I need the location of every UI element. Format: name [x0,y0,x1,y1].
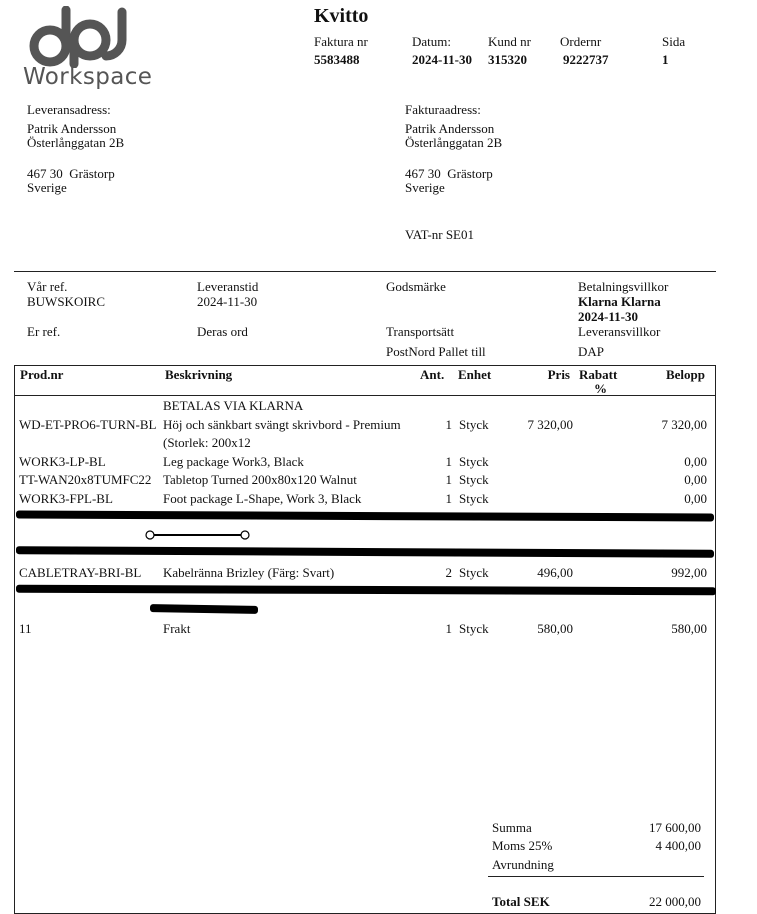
delivery-address-label: Leveransadress: [27,102,111,117]
row-2-prod: WORK3-LP-BL [19,454,106,469]
company-logo-text: Workspace [23,64,153,90]
column-header-discount: Rabatt [579,367,618,382]
row-4-unit: Styck [459,491,489,506]
delivery-terms-label: Leveransvillkor [578,324,661,339]
total-value: 22 000,00 [649,894,701,909]
row-3-unit: Styck [459,472,489,487]
row-4-prod: WORK3-FPL-BL [19,491,113,506]
row-2-unit: Styck [459,454,489,469]
your-ref-label: Er ref. [27,324,61,339]
invoice-number-value: 5583488 [314,52,360,67]
row-5-qty: 2 [445,565,452,580]
vat-label: Moms 25% [492,838,553,853]
table-left-border [14,365,15,914]
row-4-desc: Foot package L-Shape, Work 3, Black [163,491,362,506]
column-header-prod: Prod.nr [20,367,64,382]
transport-value: PostNord Pallet till [386,344,486,359]
delivery-terms-value: DAP [578,344,605,359]
row-1-unit: Styck [459,417,489,432]
row-6-prod: 11 [19,621,32,636]
row-1-prod: WD-ET-PRO6-TURN-BL [19,417,157,432]
row-2-qty: 1 [445,454,452,469]
row-6-qty: 1 [445,621,452,636]
invoice-number-label: Faktura nr [314,34,368,49]
billing-street: Österlånggatan 2B [405,135,503,150]
column-header-discount-percent: % [594,381,607,396]
redaction-bar [150,604,258,614]
customer-number-label: Kund nr [488,34,531,49]
payment-terms-date: 2024-11-30 [578,309,638,324]
transport-label: Transportsätt [386,324,455,339]
our-ref-label: Vår ref. [27,279,68,294]
vat-value: 4 400,00 [655,838,701,853]
row-1-qty: 1 [445,417,452,432]
row-1-price: 7 320,00 [527,417,573,432]
total-label: Total SEK [492,894,550,909]
row-1-amount: 7 320,00 [661,417,707,432]
redaction-marker [144,529,252,541]
row-5-unit: Styck [459,565,489,580]
order-number-value: 9222737 [563,52,609,67]
company-logo-mark [26,6,138,68]
row-1-desc-cont: (Storlek: 200x12 [163,435,251,450]
billing-name: Patrik Andersson [405,121,495,136]
row-6-unit: Styck [459,621,489,636]
delivery-name: Patrik Andersson [27,121,117,136]
row-4-amount: 0,00 [684,491,707,506]
row-6-price: 580,00 [537,621,573,636]
section-divider [14,271,716,272]
payment-terms-label: Betalningsvillkor [578,279,669,294]
vat-number: VAT-nr SE01 [405,227,474,242]
row-4-qty: 1 [445,491,452,506]
delivery-time-label: Leveranstid [197,279,259,294]
row-3-amount: 0,00 [684,472,707,487]
billing-country: Sverige [405,180,445,195]
payment-terms-value: Klarna Klarna [578,294,661,309]
delivery-street: Österlånggatan 2B [27,135,125,150]
row-2-amount: 0,00 [684,454,707,469]
row-6-desc: Frakt [163,621,191,636]
page-value: 1 [662,52,669,67]
table-top-border [14,365,716,366]
their-order-label: Deras ord [197,324,248,339]
customer-number-value: 315320 [488,52,527,67]
column-header-desc: Beskrivning [165,367,233,382]
billing-city: 467 30 Grästorp [405,166,493,181]
column-header-unit: Enhet [458,367,492,382]
goods-mark-label: Godsmärke [386,279,446,294]
row-3-desc: Tabletop Turned 200x80x120 Walnut [163,472,357,487]
subtotal-label: Summa [492,820,532,835]
row-2-desc: Leg package Work3, Black [163,454,304,469]
row-5-prod: CABLETRAY-BRI-BL [19,565,142,580]
redaction-bar [16,585,716,595]
rounding-label: Avrundning [492,857,554,872]
column-header-amount: Belopp [665,367,705,382]
delivery-time-value: 2024-11-30 [197,294,258,309]
table-header-border [14,395,716,396]
date-label: Datum: [412,34,451,49]
row-1-desc: Höj och sänkbart svängt skrivbord - Premium [163,417,401,432]
column-header-price: Pris [547,367,570,382]
redaction-bar [16,546,714,558]
column-header-ant: Ant. [420,367,445,382]
billing-address-label: Fakturaadress: [405,102,481,117]
totals-divider [488,876,704,877]
table-right-border [715,365,716,914]
row-5-amount: 992,00 [671,565,707,580]
delivery-country: Sverige [27,180,67,195]
page-label: Sida [662,34,686,49]
row-5-desc: Kabelränna Brizley (Färg: Svart) [163,565,335,580]
row-6-amount: 580,00 [671,621,707,636]
our-ref-value: BUWSKOIRC [27,294,106,309]
row-3-qty: 1 [445,472,452,487]
row-3-prod: TT-WAN20x8TUMFC22 [19,472,152,487]
date-value: 2024-11-30 [412,52,472,67]
delivery-city: 467 30 Grästorp [27,166,115,181]
subtotal-value: 17 600,00 [649,820,701,835]
redaction-bar [16,510,714,521]
order-number-label: Ordernr [560,34,602,49]
payment-note: BETALAS VIA KLARNA [163,398,304,413]
row-5-price: 496,00 [537,565,573,580]
document-title: Kvitto [314,5,369,27]
